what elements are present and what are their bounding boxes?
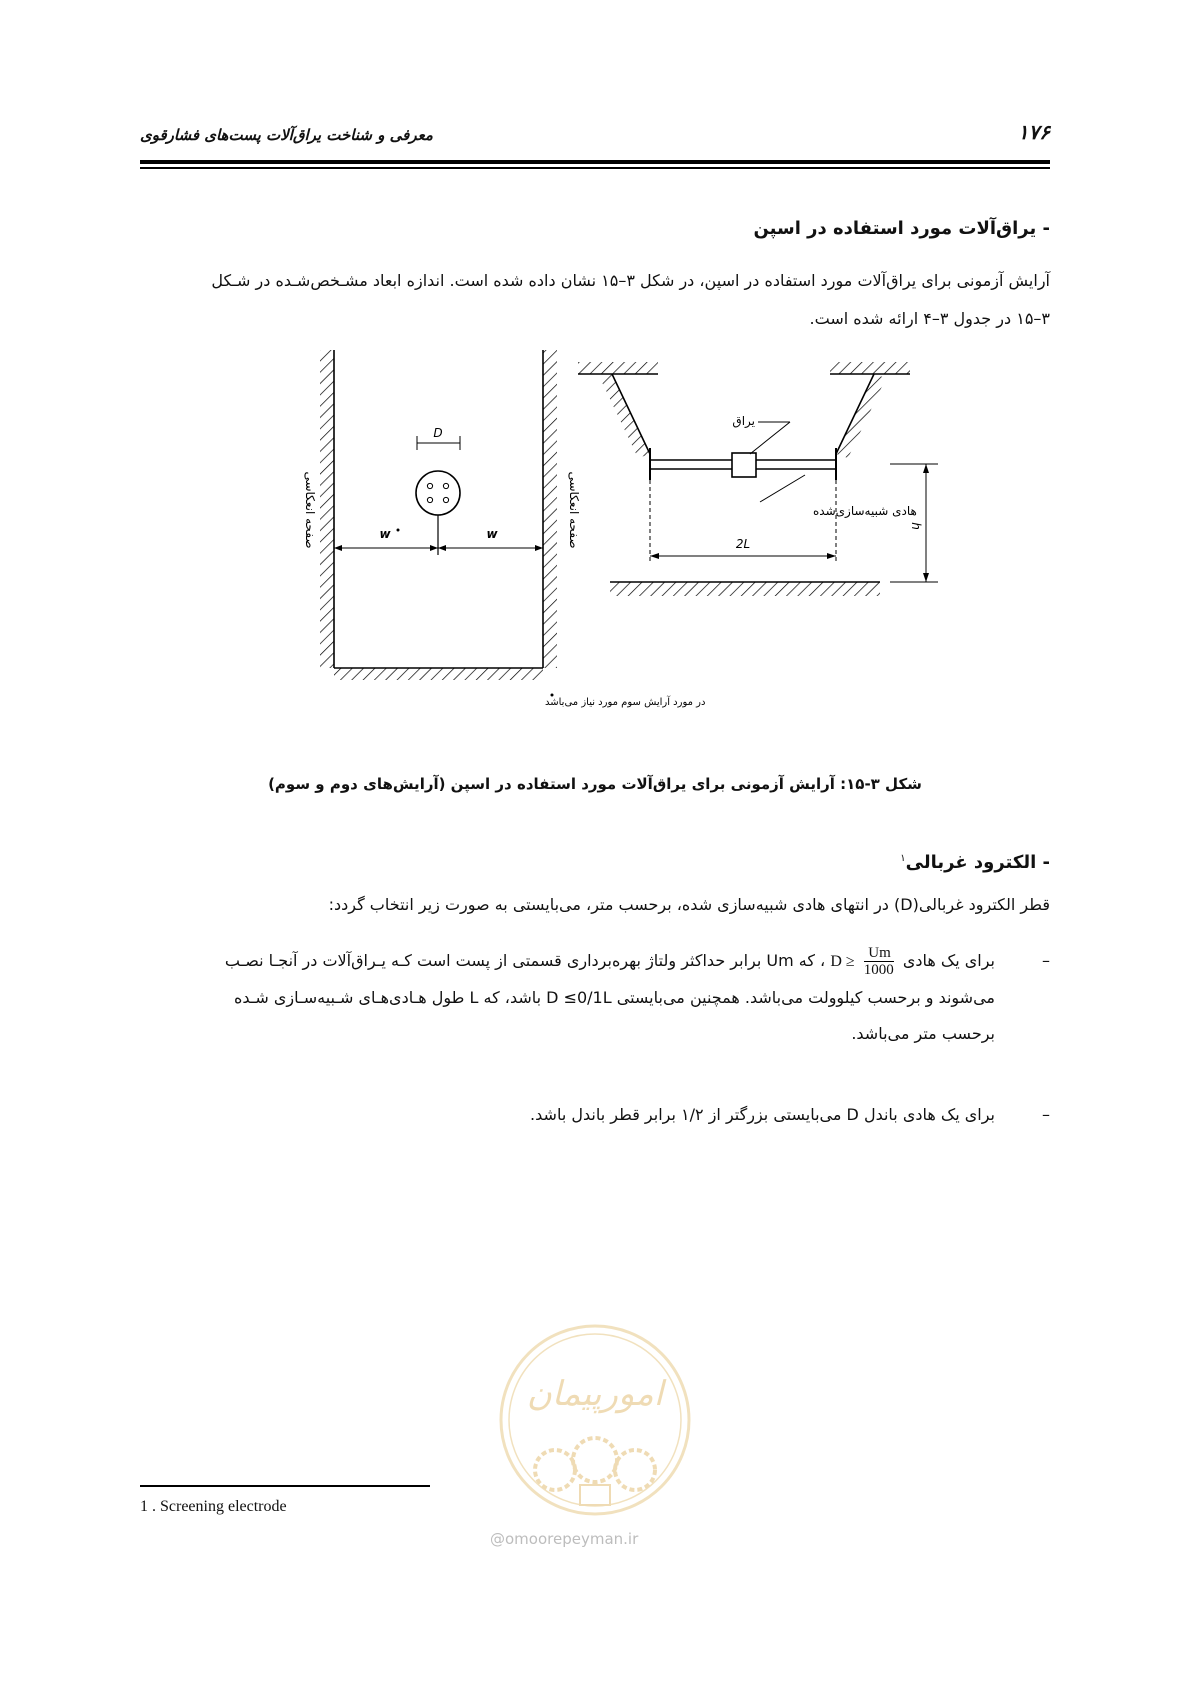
left-diagram-note: در مورد آرایش سوم مورد نیاز می‌باشد xyxy=(545,697,706,708)
paragraph-line-1: آرایش آزمونی برای یراق‌آلات مورد استفاده در اسپن، در شکل ۳–۱۵ نشان داده شده است. اندازه ابعاد مشـخص‌شـده در شـکل xyxy=(211,271,1050,290)
watermark-logo xyxy=(495,1320,695,1520)
support-leg-hatching xyxy=(836,374,886,458)
floor-hatching xyxy=(334,668,543,680)
label-w-right: w xyxy=(486,527,498,541)
right-diagram-elevation-view xyxy=(578,362,938,596)
formula-lhs: D ≥ xyxy=(830,953,855,970)
header-rule-thin xyxy=(140,167,1050,169)
bullet-1-rest: ، که Um برابر حداکثر ولتاژ بهره‌برداری قسمتی از پست است کـه یـراق‌آلات در آنجـا نصـب xyxy=(224,951,826,970)
heading-text: - الکترود غربالی xyxy=(905,852,1050,873)
bullet-1-text xyxy=(140,943,995,1052)
bullet-bundle-conductor xyxy=(140,1097,1050,1133)
support-leg-hatching xyxy=(600,374,650,458)
leader-line xyxy=(760,475,805,502)
asterisk-dot xyxy=(397,529,400,532)
right-reflecting-wall xyxy=(543,350,557,668)
label-simulated-conductor: هادی شبیه‌سازی‌شده xyxy=(813,504,917,518)
section1-paragraph xyxy=(140,262,1050,338)
gear-icon xyxy=(573,1438,617,1482)
sub-conductor xyxy=(443,483,448,488)
fraction-denominator: 1000 xyxy=(863,962,894,978)
gear-icon xyxy=(615,1450,655,1490)
support-hatching xyxy=(830,362,910,374)
section2-intro: قطر الکترود غربالی(D) در انتهای هادی شبیه‌سازی شده، برحسب متر، می‌بایستی به صورت زیر انتخاب گردد: xyxy=(328,895,1050,914)
bullet-single-conductor xyxy=(140,943,1050,1052)
label-fitting: یراق xyxy=(732,414,755,428)
support-hatching xyxy=(578,362,658,374)
page-number: ۱۷۶ xyxy=(1017,120,1050,144)
label-2l: 2L xyxy=(735,537,751,551)
bullet-dash: – xyxy=(1042,1105,1050,1124)
sub-conductor xyxy=(427,497,432,502)
section-heading-screening-electrode xyxy=(900,852,1050,873)
bullet-1-line-1 xyxy=(140,943,995,980)
ground-hatching xyxy=(610,582,880,596)
footnote-marker: ۱ xyxy=(900,853,906,864)
label-reflecting-plane-right: صفحه انعکاسی xyxy=(567,471,581,549)
screening-electrode-circle xyxy=(416,471,460,515)
gear-icon xyxy=(535,1450,575,1490)
bullet-1-lead: برای یک هادی xyxy=(902,951,995,970)
footnote-text: 1 . Screening electrode xyxy=(140,1498,287,1515)
bullet-dash: – xyxy=(1042,951,1050,970)
bullet-2-text: برای یک هادی باندل D می‌بایستی بزرگتر از ۱/۲ برابر قطر باندل باشد. xyxy=(530,1105,995,1124)
label-w-left: w xyxy=(379,527,391,541)
fitting-box xyxy=(732,453,756,477)
figure-caption: شکل ۳-۱۵: آرایش آزمونی برای یراق‌آلات مورد استفاده در اسپن (آرایش‌های دوم و سوم) xyxy=(268,775,922,793)
footnote-rule xyxy=(140,1485,430,1487)
left-reflecting-wall xyxy=(320,350,334,668)
paragraph-line-2: ۳–۱۵ در جدول ۳–۴ ارائه شده است. xyxy=(809,309,1050,328)
bullet-1-line-2: می‌شوند و برحسب کیلوولت می‌باشد. همچنین می‌بایستی D ≤0/1L باشد، که L طول هـادی‌هـای شـبیه‌سـازی شـده xyxy=(233,988,995,1007)
watermark-url: @omoorepeyman.ir xyxy=(490,1530,639,1548)
label-d: D xyxy=(433,426,443,440)
sub-conductor xyxy=(427,483,432,488)
leader-line xyxy=(750,422,790,454)
header-rule-thick xyxy=(140,160,1050,164)
sub-conductor xyxy=(443,497,448,502)
label-h: h xyxy=(909,522,923,530)
bullet-1-line-3: برحسب متر می‌باشد. xyxy=(851,1024,995,1043)
logo-lettering: امورپیمان xyxy=(526,1374,664,1414)
left-diagram-plan-view xyxy=(303,350,705,708)
figure-test-arrangement xyxy=(260,330,980,730)
formula-fraction xyxy=(864,945,894,978)
grid-icon xyxy=(580,1485,610,1505)
running-header-title: معرفی و شناخت یراق‌آلات پست‌های فشارقوی xyxy=(140,126,433,144)
section-heading-span-fittings: - یراق‌آلات مورد استفاده در اسپن xyxy=(753,218,1050,239)
fraction-numerator: Um xyxy=(864,945,894,962)
label-reflecting-plane-left: صفحه انعکاسی xyxy=(303,471,317,549)
